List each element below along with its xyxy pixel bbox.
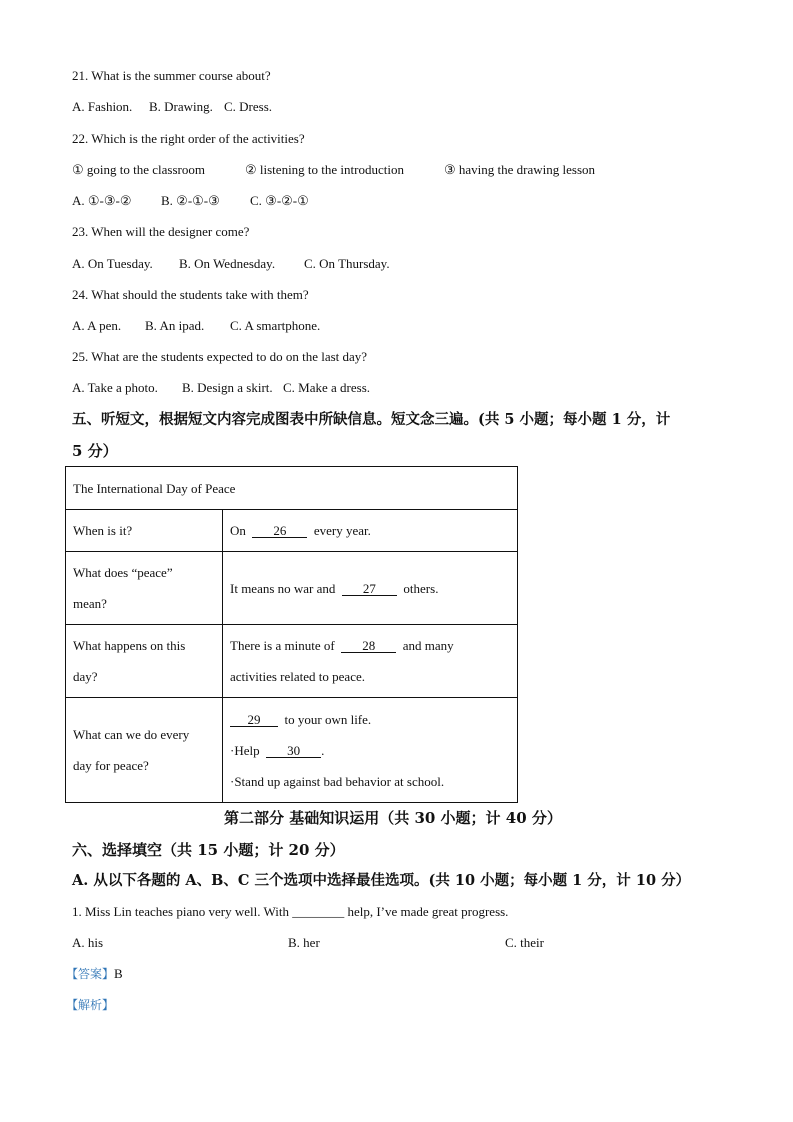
table-row — [66, 552, 518, 625]
analysis-line — [66, 997, 114, 1013]
question-23-options — [72, 256, 390, 272]
text: and many — [402, 638, 454, 653]
row-answer — [223, 698, 518, 803]
question-22-options — [72, 193, 309, 209]
option-b: B. On Wednesday. — [179, 256, 276, 271]
text: every year. — [313, 523, 371, 538]
table-row — [66, 510, 518, 552]
question-21: 21. What is the summer course about? — [72, 68, 271, 83]
option-a: A. Take a photo. — [72, 380, 158, 395]
text: ·Stand up against bad behavior at school. — [230, 773, 445, 789]
question-1-options — [72, 935, 544, 951]
text: What can we do every — [73, 727, 190, 742]
option-a: A. Fashion. — [72, 99, 133, 114]
row-answer — [223, 552, 518, 625]
option-c: C. On Thursday. — [304, 256, 390, 271]
text: others. — [403, 580, 439, 596]
table-row — [66, 625, 518, 698]
row-question — [66, 698, 223, 803]
option-b: B. her — [288, 935, 320, 950]
question-25: 25. What are the students expected to do on the last day? — [72, 349, 368, 364]
option-a: A. On Tuesday. — [72, 256, 153, 271]
part2-heading: 第二部分 基础知识运用（共 30 小题；计 40 分） — [224, 809, 562, 827]
question-24-options — [72, 318, 320, 334]
option-b: B. ②-①-③ — [161, 193, 220, 208]
row-answer — [223, 510, 518, 552]
text: On — [230, 523, 246, 538]
option-a: A. his — [72, 935, 104, 950]
peace-day-table — [65, 466, 518, 803]
question-25-options — [72, 380, 370, 396]
row-question — [66, 552, 223, 625]
row-question: When is it? — [66, 510, 223, 552]
blank-30[interactable]: 30 — [266, 744, 321, 758]
question-22: 22. Which is the right order of the activities? — [72, 131, 305, 146]
text: ·Help — [230, 742, 260, 758]
question-1: 1. Miss Lin teaches piano very well. With ________ help, I’ve made great progress. — [72, 904, 509, 919]
activity-3: ③ having the drawing lesson — [444, 162, 596, 177]
question-24: 24. What should the students take with them? — [72, 287, 309, 302]
text: to your own life. — [284, 711, 372, 727]
answer-label: 【答案】 — [66, 967, 115, 981]
option-b: B. Drawing. — [149, 99, 213, 114]
blank-26[interactable]: 26 — [252, 524, 307, 538]
question-21-options — [72, 99, 272, 115]
option-c: C. ③-②-① — [250, 193, 309, 208]
row-question — [66, 625, 223, 698]
section5-heading-cont: 5 分） — [72, 442, 118, 460]
blank-28[interactable]: 28 — [341, 639, 396, 653]
option-a: A. ①-③-② — [72, 193, 132, 208]
text: There is a minute of — [230, 638, 335, 653]
activity-list — [72, 162, 595, 178]
text: What does “peace” — [73, 565, 173, 580]
table-title: The International Day of Peace — [66, 467, 518, 510]
text: activities related to peace. — [230, 669, 365, 684]
option-c: C. Dress. — [224, 99, 273, 114]
text: mean? — [73, 596, 107, 611]
text: What happens on this — [73, 638, 186, 653]
table-row — [66, 698, 518, 803]
row-answer — [223, 625, 518, 698]
section5-heading: 五、听短文，根据短文内容完成图表中所缺信息。短文念三遍。(共 5 小题；每小题 1 分，计 — [72, 411, 671, 428]
text: . — [321, 742, 325, 758]
analysis-label: 【解析】 — [66, 998, 115, 1012]
activity-1: ① going to the classroom — [72, 162, 205, 177]
option-a: A. A pen. — [72, 318, 122, 333]
option-c: C. Make a dress. — [283, 380, 371, 395]
sectionA-heading: A. 从以下各题的 A、B、C 三个选项中选择最佳选项。(共 10 小题；每小题 1 分，计 10 分） — [72, 872, 691, 889]
text: day? — [73, 669, 98, 684]
text: It means no war and — [230, 580, 336, 596]
option-b: B. Design a skirt. — [182, 380, 273, 395]
activity-2: ② listening to the introduction — [245, 162, 404, 177]
blank-27[interactable]: 27 — [342, 582, 397, 596]
section6-heading: 六、选择填空（共 15 小题；计 20 分） — [72, 841, 345, 859]
option-b: B. An ipad. — [145, 318, 205, 333]
option-c: C. A smartphone. — [230, 318, 321, 333]
question-23: 23. When will the designer come? — [72, 224, 250, 239]
option-c: C. their — [505, 935, 544, 950]
answer-value: B — [114, 966, 123, 981]
answer-line — [66, 966, 123, 982]
blank-29[interactable]: 29 — [230, 713, 278, 727]
text: day for peace? — [73, 758, 149, 773]
